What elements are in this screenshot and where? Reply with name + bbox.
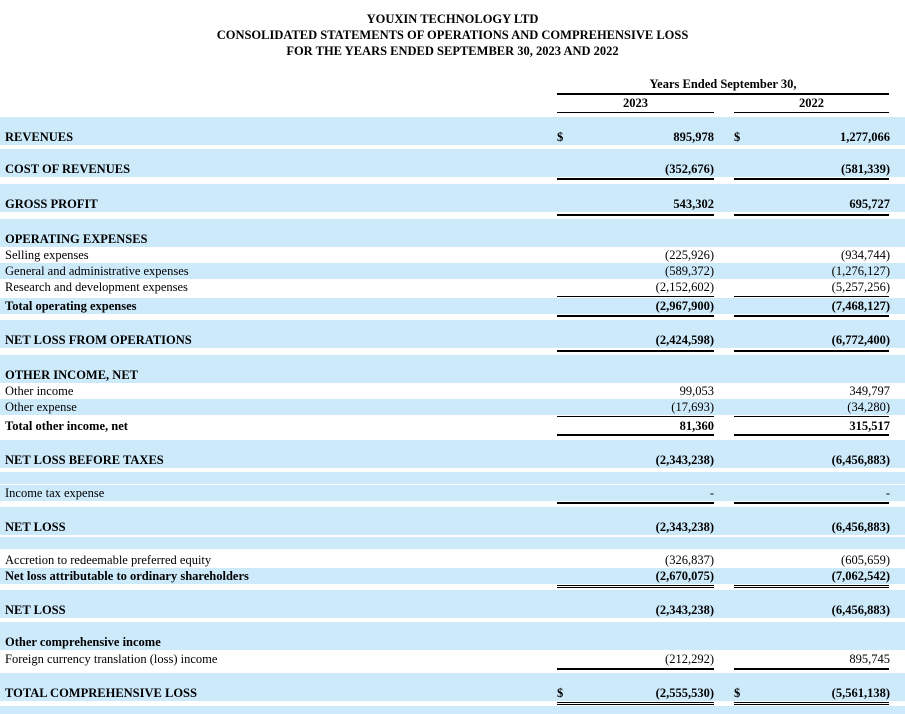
row-selling-expenses [0, 247, 905, 263]
row-label: NET LOSS FROM OPERATIONS [5, 333, 192, 347]
value-2023: (2,670,075) [655, 569, 714, 583]
value-2022: 315,517 [849, 419, 890, 433]
section-heading: OPERATING EXPENSES [5, 232, 148, 246]
value-2023: (2,343,238) [655, 603, 714, 617]
subtotal-rule [557, 434, 714, 436]
row-total-operating-expenses [0, 298, 905, 314]
row-fx-translation [0, 651, 905, 667]
row-label: NET LOSS [5, 520, 66, 534]
double-rule [734, 702, 889, 705]
value-2022: (6,456,883) [831, 603, 890, 617]
statement-period: FOR THE YEARS ENDED SEPTEMBER 30, 2023 AND 2022 [286, 44, 619, 58]
row-label: Total operating expenses [5, 299, 137, 313]
row-spacer [0, 622, 905, 634]
subtotal-rule [557, 668, 714, 670]
subtotal-rule [734, 178, 889, 180]
value-2023: (2,424,598) [655, 333, 714, 347]
value-2023: (589,372) [665, 264, 714, 278]
row-label: TOTAL COMPREHENSIVE LOSS [5, 686, 197, 700]
row-cost-of-revenues [0, 161, 905, 177]
section-heading: Other comprehensive income [5, 635, 161, 649]
row-total-other-income [0, 418, 905, 434]
subtotal-rule [734, 502, 889, 504]
row-label: Selling expenses [5, 248, 89, 262]
currency-symbol: $ [734, 130, 741, 144]
heading-rule [557, 93, 889, 95]
value-2023: (2,967,900) [655, 299, 714, 313]
row-spacer [0, 590, 905, 602]
statement-title: CONSOLIDATED STATEMENTS OF OPERATIONS AND COMPREHENSIVE LOSS [216, 28, 689, 42]
subtotal-rule [734, 350, 889, 352]
subtotal-rule [734, 315, 889, 317]
row-accretion [0, 552, 905, 568]
value-2022: 695,727 [849, 197, 890, 211]
value-2023: (225,926) [665, 248, 714, 262]
value-2023: (2,555,530) [655, 686, 714, 700]
row-spacer [0, 706, 905, 714]
value-2022: (581,339) [841, 162, 890, 176]
value-2023: (17,693) [671, 400, 714, 414]
value-2022: (6,456,883) [831, 520, 890, 534]
value-2022: (34,280) [847, 400, 890, 414]
subtotal-rule [557, 178, 714, 180]
value-2023: - [709, 486, 714, 500]
row-spacer [0, 507, 905, 519]
row-label: COST OF REVENUES [5, 162, 131, 176]
currency-symbol: $ [557, 686, 564, 700]
value-2023: 895,978 [673, 130, 714, 144]
row-other-income-net-heading [0, 367, 905, 383]
row-label: General and administrative expenses [5, 264, 189, 278]
value-2022: (6,456,883) [831, 453, 890, 467]
subtotal-rule [557, 416, 714, 417]
value-2022: (5,561,138) [831, 686, 890, 700]
value-2022: (7,062,542) [831, 569, 890, 583]
row-research-dev-expenses [0, 279, 905, 295]
row-other-comprehensive-heading [0, 634, 905, 650]
value-2023: (326,837) [665, 553, 714, 567]
row-general-admin-expenses [0, 263, 905, 279]
row-label: NET LOSS [5, 603, 66, 617]
double-rule [557, 585, 714, 588]
row-net-loss [0, 519, 905, 535]
row-spacer [0, 537, 905, 549]
row-spacer [0, 320, 905, 332]
value-2022: 349,797 [849, 384, 890, 398]
value-2023: (2,152,602) [655, 280, 714, 294]
statement-header [0, 11, 905, 59]
row-label: Total other income, net [5, 419, 128, 433]
subtotal-rule [557, 502, 714, 504]
value-2022: (1,276,127) [831, 264, 890, 278]
year-2023-rule [557, 112, 714, 113]
value-2023: 99,053 [679, 384, 714, 398]
subtotal-rule [557, 350, 714, 352]
value-2022: 1,277,066 [840, 130, 890, 144]
value-2022: (6,772,400) [831, 333, 890, 347]
row-label: REVENUES [5, 130, 74, 144]
row-label: Research and development expenses [5, 280, 188, 294]
row-label: Other income [5, 384, 74, 398]
company-name: YOUXIN TECHNOLOGY LTD [366, 12, 539, 26]
row-spacer [0, 117, 905, 129]
subtotal-rule [557, 315, 714, 317]
row-label: Other expense [5, 400, 77, 414]
double-rule [557, 702, 714, 705]
value-2023: 543,302 [673, 197, 714, 211]
row-label: NET LOSS BEFORE TAXES [5, 453, 164, 467]
row-net-loss-before-taxes [0, 452, 905, 468]
row-label: GROSS PROFIT [5, 197, 98, 211]
row-label: Foreign currency translation (loss) income [5, 652, 218, 666]
subtotal-rule [557, 296, 714, 297]
subtotal-rule [734, 668, 889, 670]
value-2023: (212,292) [665, 652, 714, 666]
year-2022-rule [734, 112, 889, 113]
value-2022: (605,659) [841, 553, 890, 567]
year-2023-heading: 2023 [623, 96, 648, 110]
row-other-income [0, 383, 905, 399]
row-net-loss-ordinary-shareholders [0, 568, 905, 584]
value-2022: - [885, 486, 890, 500]
row-revenues [0, 129, 905, 145]
row-spacer [0, 184, 905, 196]
value-2022: (934,744) [841, 248, 890, 262]
value-2022: 895,745 [849, 652, 890, 666]
row-operating-expenses-heading [0, 231, 905, 247]
section-heading: OTHER INCOME, NET [5, 368, 139, 382]
row-label: Income tax expense [5, 486, 105, 500]
currency-symbol: $ [734, 686, 741, 700]
row-other-expense [0, 399, 905, 415]
subtotal-rule [734, 296, 889, 297]
row-spacer [0, 355, 905, 367]
row-spacer [0, 440, 905, 452]
currency-symbol: $ [557, 130, 564, 144]
row-spacer [0, 149, 905, 161]
value-2022: (7,468,127) [831, 299, 890, 313]
value-2023: (2,343,238) [655, 453, 714, 467]
row-net-loss-repeat [0, 602, 905, 618]
row-total-comprehensive-loss [0, 685, 905, 701]
row-net-loss-from-operations [0, 332, 905, 348]
row-spacer [0, 673, 905, 685]
value-2023: (2,343,238) [655, 520, 714, 534]
row-gross-profit [0, 196, 905, 212]
double-rule [734, 585, 889, 588]
row-spacer [0, 472, 905, 484]
row-label: Accretion to redeemable preferred equity [5, 553, 212, 567]
value-2023: (352,676) [665, 162, 714, 176]
subtotal-rule [734, 416, 889, 417]
subtotal-rule [734, 214, 889, 216]
subtotal-rule [734, 434, 889, 436]
subtotal-rule [557, 214, 714, 216]
row-income-tax-expense [0, 485, 905, 501]
year-2022-heading: 2022 [799, 96, 824, 110]
value-2022: (5,257,256) [831, 280, 890, 294]
years-ended-heading: Years Ended September 30, [649, 77, 797, 91]
row-spacer [0, 219, 905, 231]
value-2023: 81,360 [679, 419, 714, 433]
row-label: Net loss attributable to ordinary shareholders [5, 569, 249, 583]
